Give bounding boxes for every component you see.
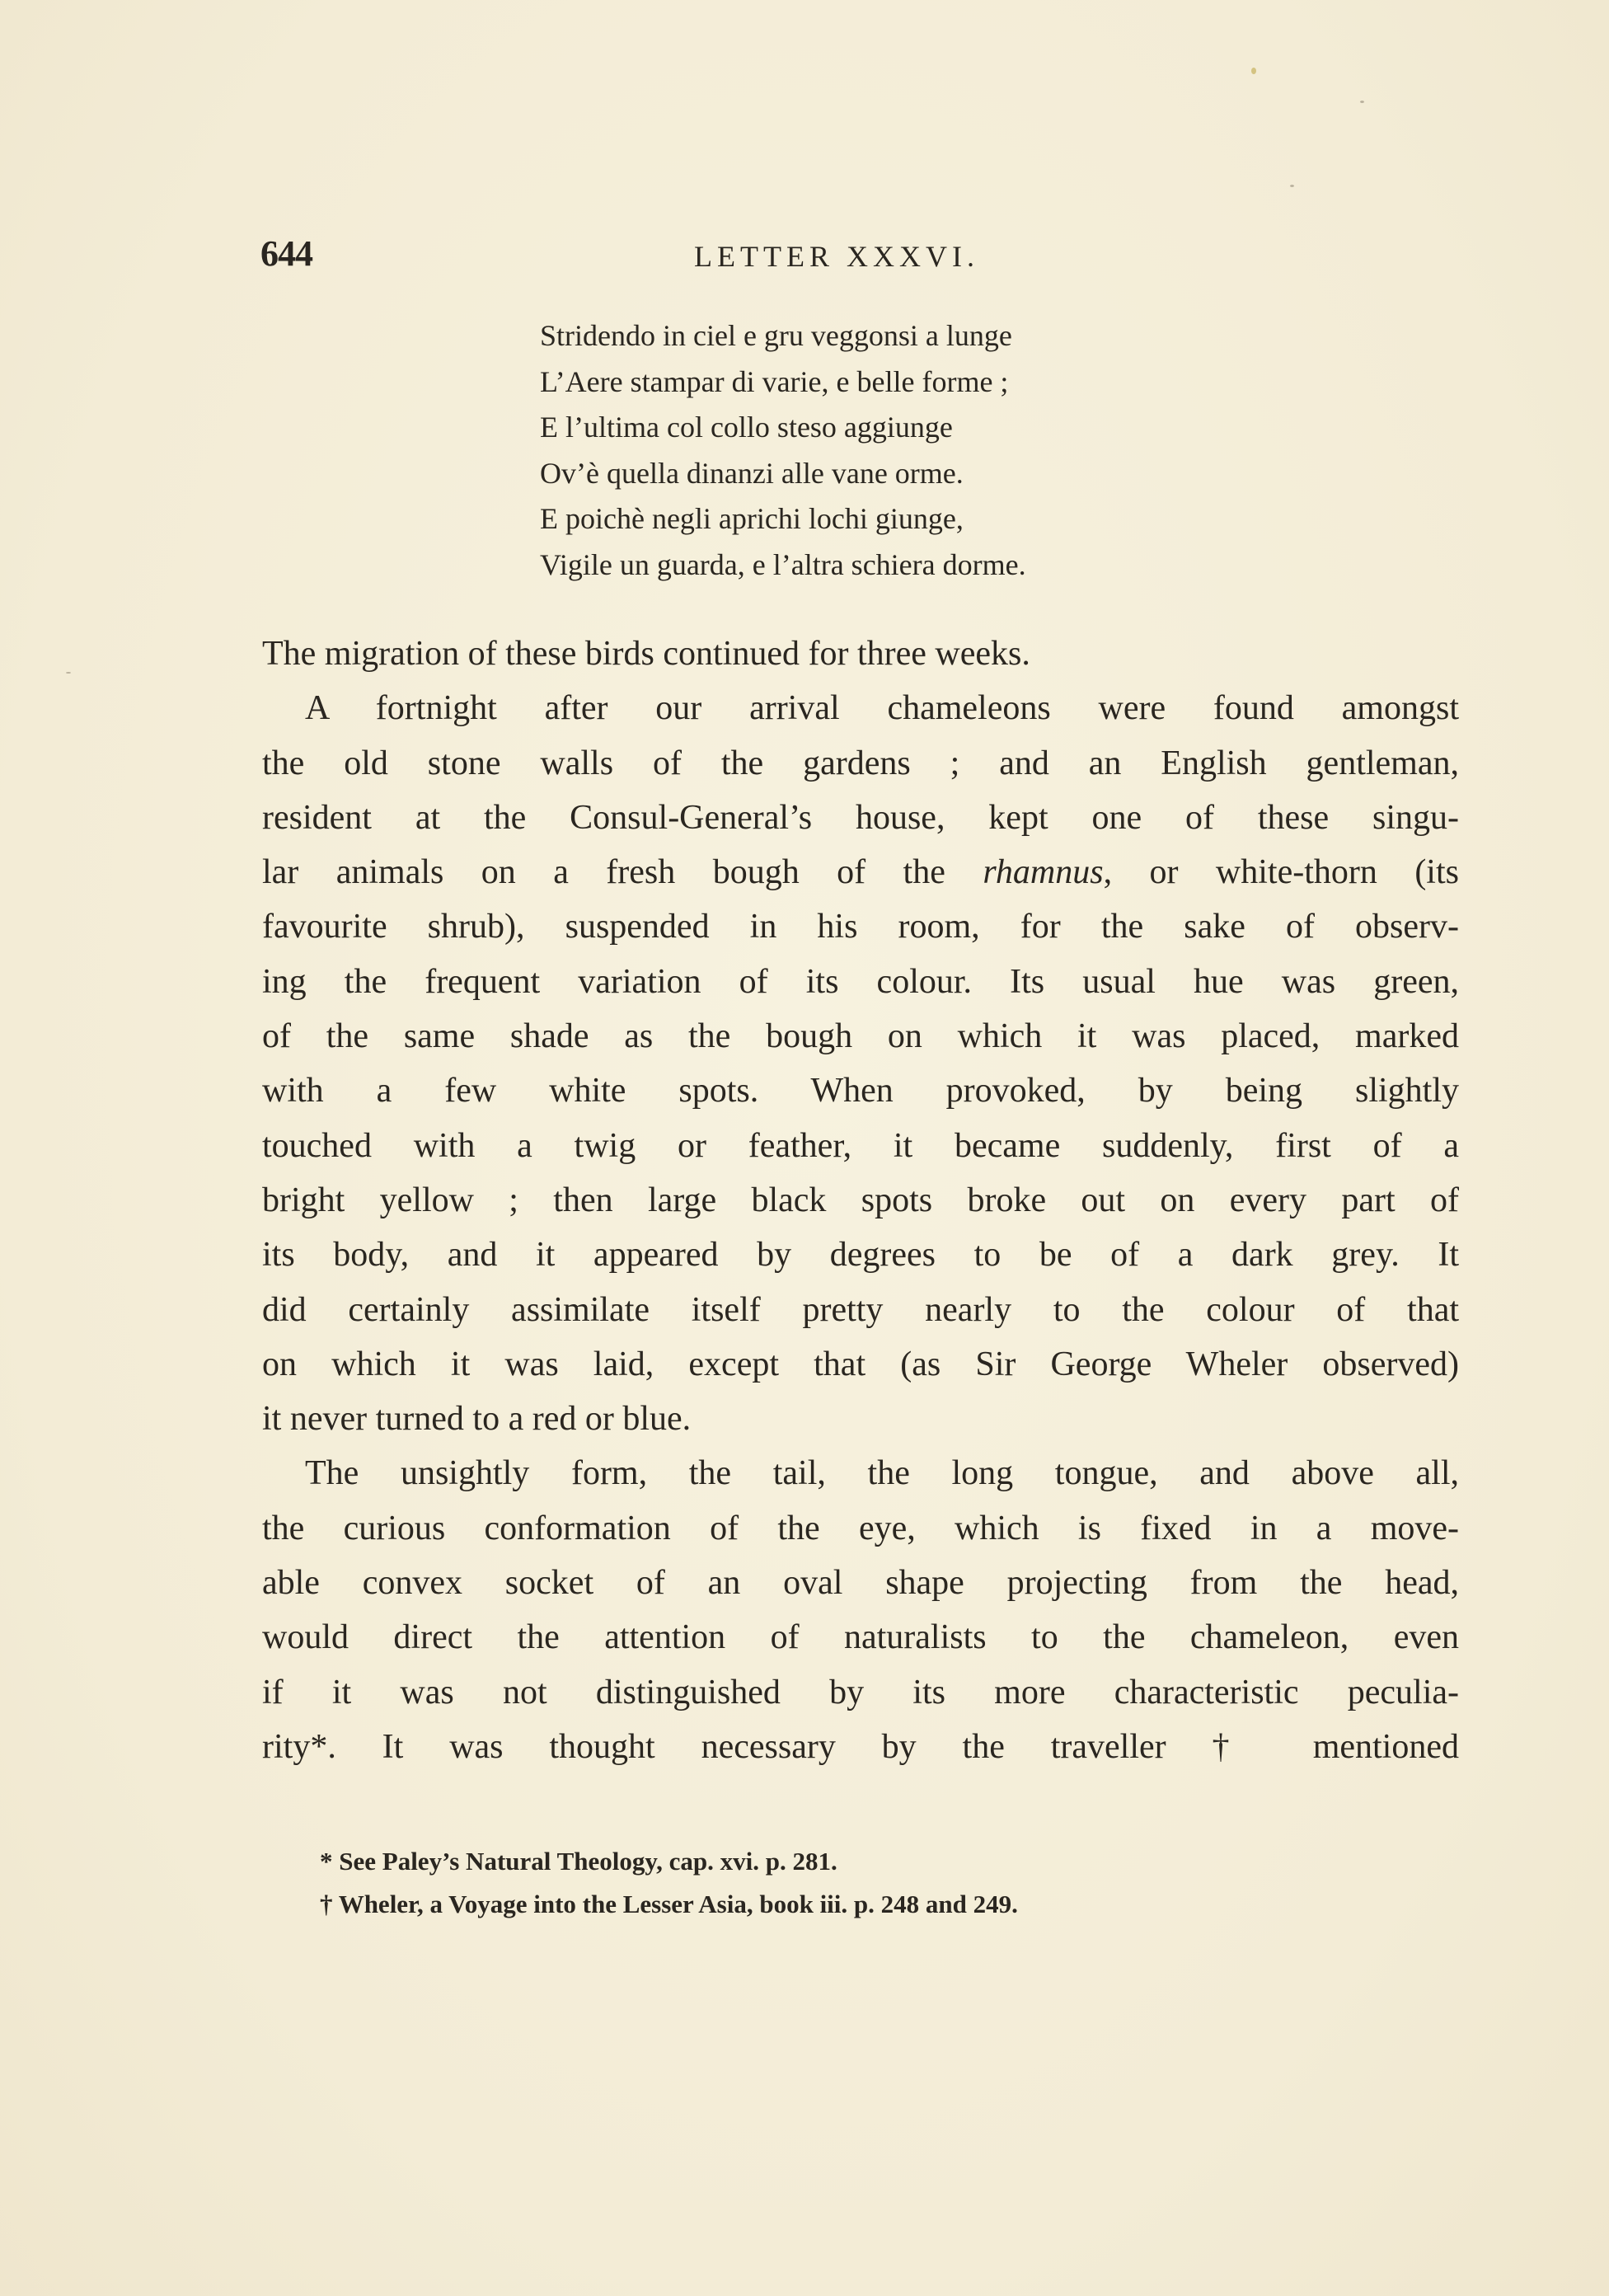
text-line: bright yellow ; then large black spots broke out on every part of: [262, 1181, 1459, 1219]
text-line: The migration of these birds continued for three weeks.: [262, 635, 1030, 673]
text-line: rity*. It was thought necessary by the traveller † mentioned: [262, 1727, 1459, 1766]
page-number: 644: [260, 233, 312, 274]
text-line: [262, 845, 1459, 899]
text-line: A fortnight after our arrival chameleons were found amongst: [305, 689, 1459, 728]
paragraph-migration: [262, 627, 1459, 681]
paper-speck: [66, 672, 71, 674]
text-run: , or white-thorn (its: [1103, 853, 1459, 892]
text-line: the old stone walls of the gardens ; and an English gentleman,: [262, 744, 1459, 782]
paragraph-chameleon-form: [262, 1446, 1459, 1774]
paper-speck: [1360, 101, 1364, 103]
verse-line: Ov’è quella dinanzi alle vane orme.: [540, 456, 964, 490]
running-head: LETTER XXXVI.: [694, 240, 979, 273]
verse-line: Stridendo in ciel e gru veggonsi a lunge: [540, 319, 1012, 352]
text-line: its body, and it appeared by degrees to be of a dark grey. It: [262, 1236, 1459, 1275]
text-line: with a few white spots. When provoked, by being slightly: [262, 1072, 1459, 1110]
paper-speck: [1251, 68, 1256, 74]
text-line: would direct the attention of naturalists to the chameleon, even: [262, 1618, 1459, 1657]
text-line: the curious conformation of the eye, which is fixed in a move-: [262, 1509, 1459, 1547]
text-line: resident at the Consul-General’s house, kept one of these singu-: [262, 798, 1459, 837]
text-line: if it was not distinguished by its more characteristic peculia-: [262, 1673, 1459, 1711]
verse-line: Vigile un guarda, e l’altra schiera dorme.: [540, 547, 1026, 581]
verse-line: L’Aere stampar di varie, e belle forme ;: [540, 364, 1009, 398]
page-header: [260, 232, 1456, 274]
footnote-asterisk: * See Paley’s Natural Theology, cap. xvi. p. 281.: [320, 1847, 837, 1876]
text-run: lar animals on a fresh bough of the: [262, 853, 983, 892]
paper-speck: [1290, 185, 1294, 187]
paragraph-chameleon-colour: [262, 681, 1459, 1446]
text-line: it never turned to a red or blue.: [262, 1400, 692, 1439]
verse-line: E l’ultima col collo steso aggiunge: [540, 411, 953, 444]
footnote-dagger: † Wheler, a Voyage into the Lesser Asia, book iii. p. 248 and 249.: [320, 1890, 1018, 1918]
text-line: able convex socket of an oval shape projecting from the head,: [262, 1564, 1459, 1603]
footnotes: [320, 1840, 1018, 1926]
body-text: [262, 627, 1459, 1774]
text-line: The unsightly form, the tail, the long tongue, and above all,: [305, 1454, 1459, 1493]
text-line: did certainly assimilate itself pretty nearly to the colour of that: [262, 1290, 1459, 1329]
text-line: on which it was laid, except that (as Sir George Wheler observed): [262, 1345, 1459, 1383]
italian-verse-quotation: [540, 313, 1026, 588]
verse-line: E poichè negli aprichi lochi giunge,: [540, 502, 964, 535]
text-line: favourite shrub), suspended in his room, for the sake of observ-: [262, 908, 1459, 946]
text-line: ing the frequent variation of its colour. Its usual hue was green,: [262, 962, 1459, 1001]
italic-term-rhamnus: rhamnus: [983, 853, 1104, 892]
text-line: touched with a twig or feather, it became suddenly, first of a: [262, 1126, 1459, 1165]
text-line: of the same shade as the bough on which it was placed, marked: [262, 1017, 1459, 1056]
